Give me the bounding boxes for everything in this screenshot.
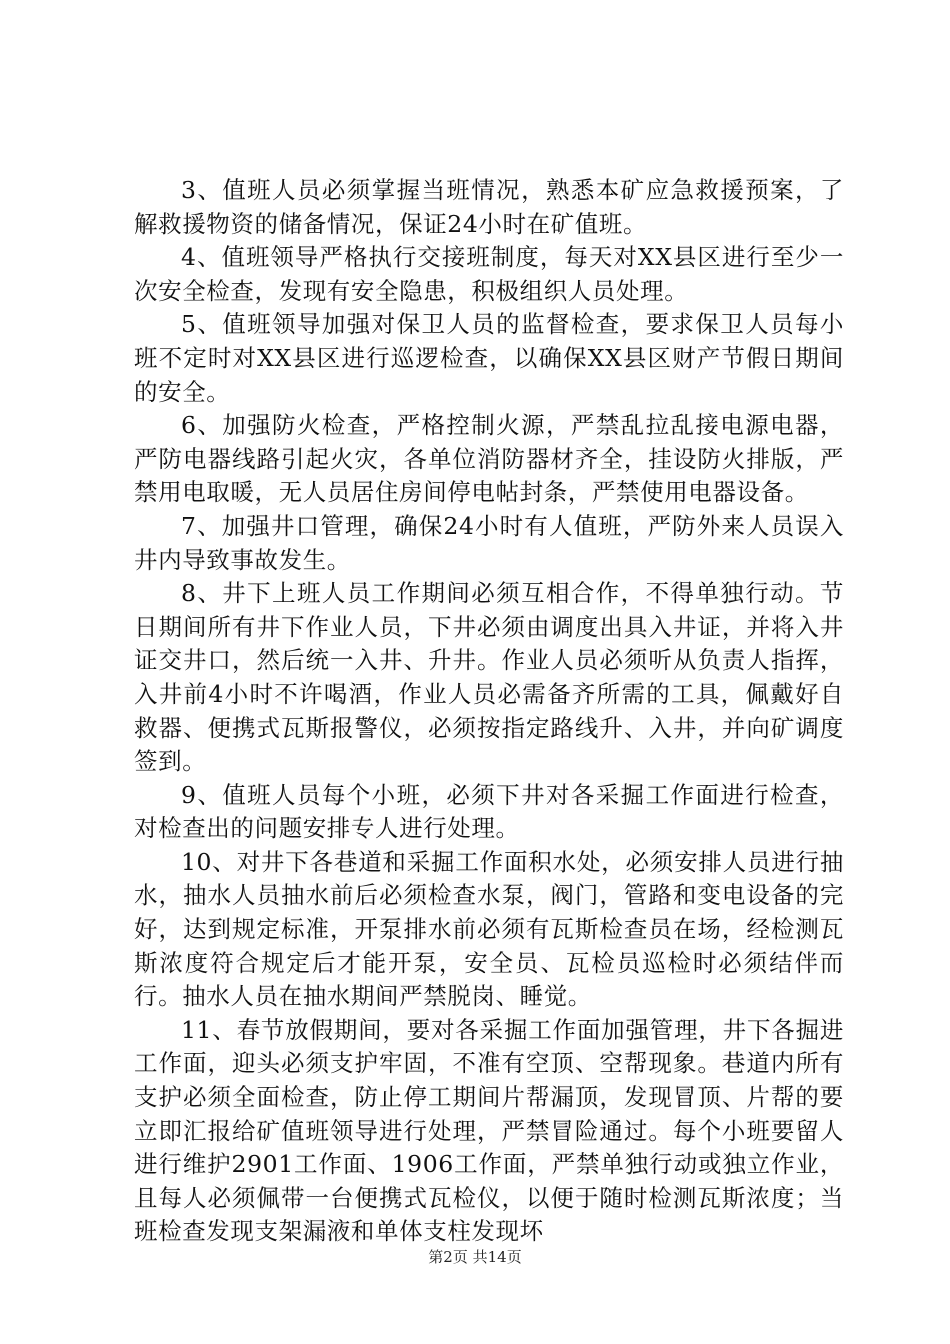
paragraph-item-10: 10、对井下各巷道和采掘工作面积水处，必须安排人员进行抽水，抽水人员抽水前后必须检查水泵，阀门，管路和变电设备的完好，达到规定标准，开泵排水前必须有瓦斯检查员在场，经检测瓦斯浓度符合规定后才能开泵，安全员、瓦检员巡检时必须结伴而行。抽水人员在抽水期间严禁脱岗、睡觉。 [134, 847, 844, 1011]
page-number-label: 第2页 共14页 [428, 1248, 522, 1266]
paragraph-item-7: 7、加强井口管理，确保24小时有人值班，严防外来人员误入井内导致事故发生。 [134, 511, 844, 574]
page-footer [0, 1247, 950, 1267]
paragraph-item-9: 9、值班人员每个小班，必须下井对各采掘工作面进行检查，对检查出的问题安排专人进行处理。 [134, 780, 844, 843]
document-body [134, 174, 844, 1249]
paragraph-item-4: 4、值班领导严格执行交接班制度，每天对XX县区进行至少一次安全检查，发现有安全隐患，积极组织人员处理。 [134, 243, 844, 305]
paragraph-item-5: 5、值班领导加强对保卫人员的监督检查，要求保卫人员每小班不定时对XX县区进行巡逻检查，以确保XX县区财产节假日期间的安全。 [134, 310, 844, 406]
paragraph-item-8: 8、井下上班人员工作期间必须互相合作，不得单独行动。节日期间所有井下作业人员，下井必须由调度出具入井证，并将入井证交井口，然后统一入井、升井。作业人员必须听从负责人指挥，入井前4小时不许喝酒，作业人员必需备齐所需的工具，佩戴好自救器、便携式瓦斯报警仪，必须按指定路线升、入井，并向矿调度签到。 [134, 579, 844, 776]
paragraph-item-6: 6、加强防火检查，严格控制火源，严禁乱拉乱接电源电器，严防电器线路引起火灾，各单位消防器材齐全，挂设防火排版，严禁用电取暖，无人员居住房间停电帖封条，严禁使用电器设备。 [134, 411, 844, 507]
paragraph-item-11: 11、春节放假期间，要对各采掘工作面加强管理，井下各掘进工作面，迎头必须支护牢固，不准有空顶、空帮现象。巷道内所有支护必须全面检查，防止停工期间片帮漏顶，发现冒顶、片帮的要立即汇报给矿值班领导进行处理，严禁冒险通过。每个小班要留人进行维护2901工作面、1906工作面，严禁单独行动或独立作业，且每人必须佩带一台便携式瓦检仪，以便于随时检测瓦斯浓度；当班检查发现支架漏液和单体支柱发现坏 [134, 1015, 844, 1246]
paragraph-item-3: 3、值班人员必须掌握当班情况，熟悉本矿应急救援预案，了解救援物资的储备情况，保证24小时在矿值班。 [134, 176, 844, 238]
